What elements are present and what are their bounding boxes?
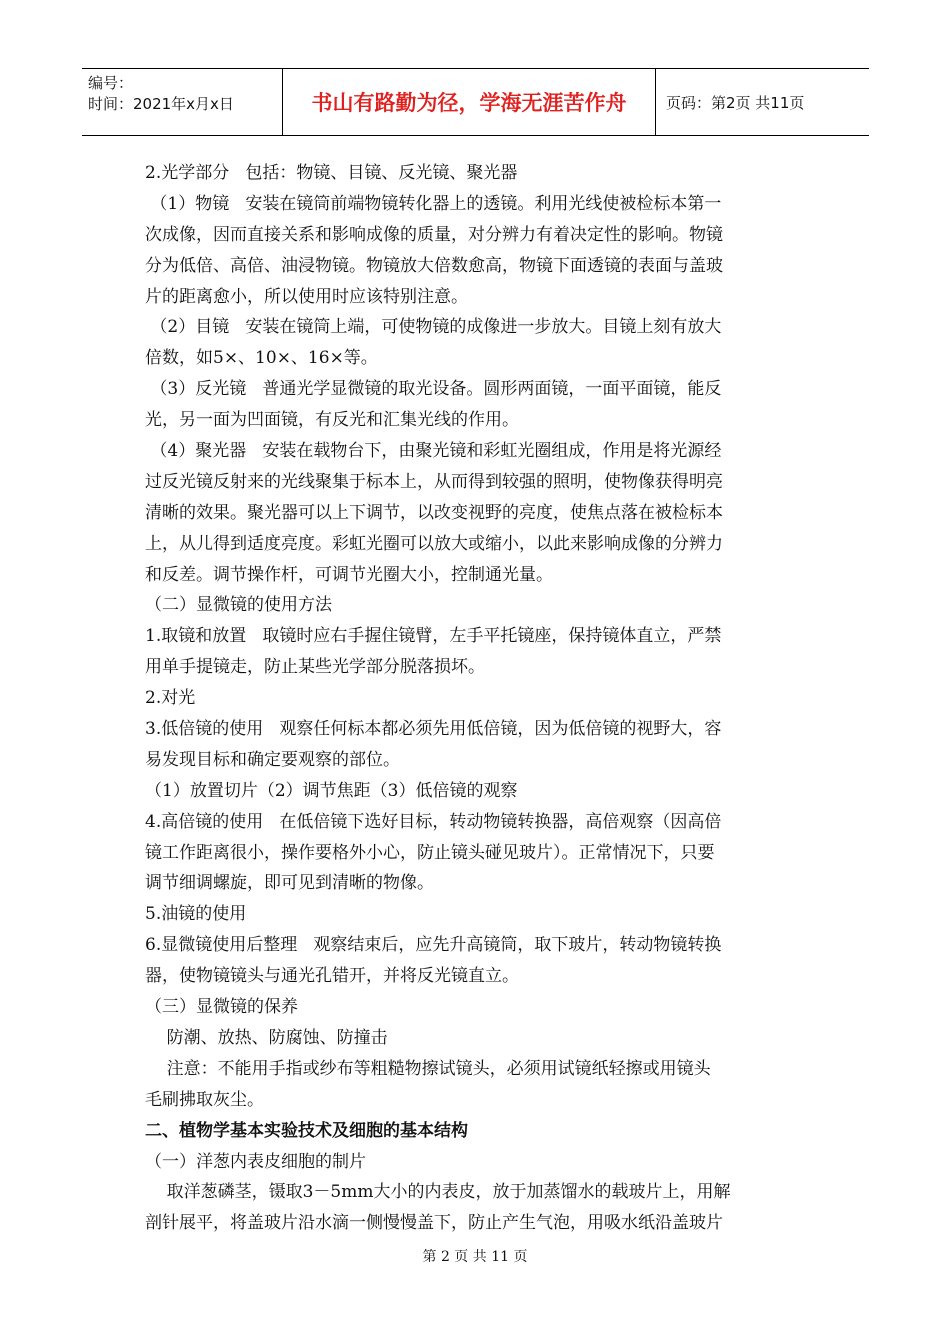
text-line: （1）物镜 安装在镜筒前端物镜转化器上的透镜。利用光线使被检标本第一 bbox=[145, 193, 722, 214]
motto-text: 书山有路勤为径，学海无涯苦作舟 bbox=[311, 91, 627, 115]
text-line: 过反光镜反射来的光线聚集于标本上，从而得到较强的照明，使物像获得明亮 bbox=[145, 471, 723, 492]
text-line: （二）显微镜的使用方法 bbox=[145, 595, 332, 616]
text-line: 5.油镜的使用 bbox=[145, 904, 247, 925]
text-line: （一）洋葱内表皮细胞的制片 bbox=[145, 1151, 366, 1172]
text-line: 易发现目标和确定要观察的部位。 bbox=[145, 749, 400, 770]
text-line: 和反差。调节操作杆，可调节光圈大小，控制通光量。 bbox=[145, 564, 553, 585]
text-line: 片的距离愈小，所以使用时应该特别注意。 bbox=[145, 286, 468, 307]
text-line: 倍数，如5×、10×、16×等。 bbox=[145, 348, 378, 369]
text-line: 3.低倍镜的使用 观察任何标本都必须先用低倍镜，因为低倍镜的视野大，容 bbox=[145, 719, 722, 740]
number-label: 编号： bbox=[88, 74, 134, 92]
text-line: 分为低倍、高倍、油浸物镜。物镜放大倍数愈高，物镜下面透镜的表面与盖玻 bbox=[145, 255, 723, 276]
text-line: 镜工作距离很小，操作要格外小心，防止镜头碰见玻片）。正常情况下，只要 bbox=[145, 842, 715, 863]
text-line: （2）目镜 安装在镜筒上端，可使物镜的成像进一步放大。目镜上刻有放大 bbox=[145, 317, 722, 338]
header-info bbox=[82, 69, 283, 135]
text-line: 2.对光 bbox=[145, 688, 196, 709]
document-body bbox=[145, 158, 810, 1239]
page-number-cell bbox=[656, 69, 869, 135]
text-line: 调节细调螺旋，即可见到清晰的物像。 bbox=[145, 873, 434, 894]
text-line: 取洋葱磷茎，镊取3－5mm大小的内表皮，放于加蒸馏水的载玻片上，用解 bbox=[145, 1182, 731, 1203]
page-footer: 第 2 页 共 11 页 bbox=[422, 1249, 528, 1265]
text-line: 剖针展平，将盖玻片沿水滴一侧慢慢盖下，防止产生气泡，用吸水纸沿盖玻片 bbox=[145, 1213, 723, 1234]
text-line: 6.显微镜使用后整理 观察结束后，应先升高镜筒，取下玻片，转动物镜转换 bbox=[145, 935, 722, 956]
page-number-label: 页码：第2页 共11页 bbox=[666, 93, 805, 112]
time-label: 时间：2021年x月x日 bbox=[88, 95, 234, 113]
text-line: （三）显微镜的保养 bbox=[145, 997, 298, 1018]
text-line: 器，使物镜镜头与通光孔错开，并将反光镜直立。 bbox=[145, 966, 519, 987]
text-line: 用单手提镜走，防止某些光学部分脱落损坏。 bbox=[145, 657, 485, 678]
text-line: 光，另一面为凹面镜，有反光和汇集光线的作用。 bbox=[145, 410, 519, 431]
text-line: 1.取镜和放置 取镜时应右手握住镜臂，左手平托镜座，保持镜体直立，严禁 bbox=[145, 626, 722, 647]
text-line: 清晰的效果。聚光器可以上下调节，以改变视野的亮度，使焦点落在被检标本 bbox=[145, 502, 723, 523]
text-line: 2.光学部分 包括：物镜、目镜、反光镜、聚光器 bbox=[145, 163, 518, 183]
text-line: （3）反光镜 普通光学显微镜的取光设备。圆形两面镜，一面平面镜，能反 bbox=[145, 379, 722, 400]
motto-cell bbox=[283, 69, 656, 135]
text-line: 上，从儿得到适度亮度。彩虹光圈可以放大或缩小，以此来影响成像的分辨力 bbox=[145, 533, 723, 554]
text-line: （4）聚光器 安装在载物台下，由聚光镜和彩虹光圈组成，作用是将光源经 bbox=[145, 441, 722, 462]
text-line: （1）放置切片（2）调节焦距（3）低倍镜的观察 bbox=[145, 780, 518, 801]
text-line: 防潮、放热、防腐蚀、防撞击 bbox=[145, 1027, 388, 1048]
text-line: 毛刷拂取灰尘。 bbox=[145, 1089, 264, 1110]
text-line: 次成像，因而直接关系和影响成像的质量，对分辨力有着决定性的影响。物镜 bbox=[145, 224, 723, 245]
text-line: 注意：不能用手指或纱布等粗糙物擦试镜头，必须用试镜纸轻擦或用镜头 bbox=[145, 1058, 711, 1079]
page-header bbox=[82, 68, 869, 136]
text-line: 4.高倍镜的使用 在低倍镜下选好目标，转动物镜转换器，高倍观察（因高倍 bbox=[145, 811, 722, 832]
text-line: 二、植物学基本实验技术及细胞的基本结构 bbox=[145, 1120, 468, 1141]
